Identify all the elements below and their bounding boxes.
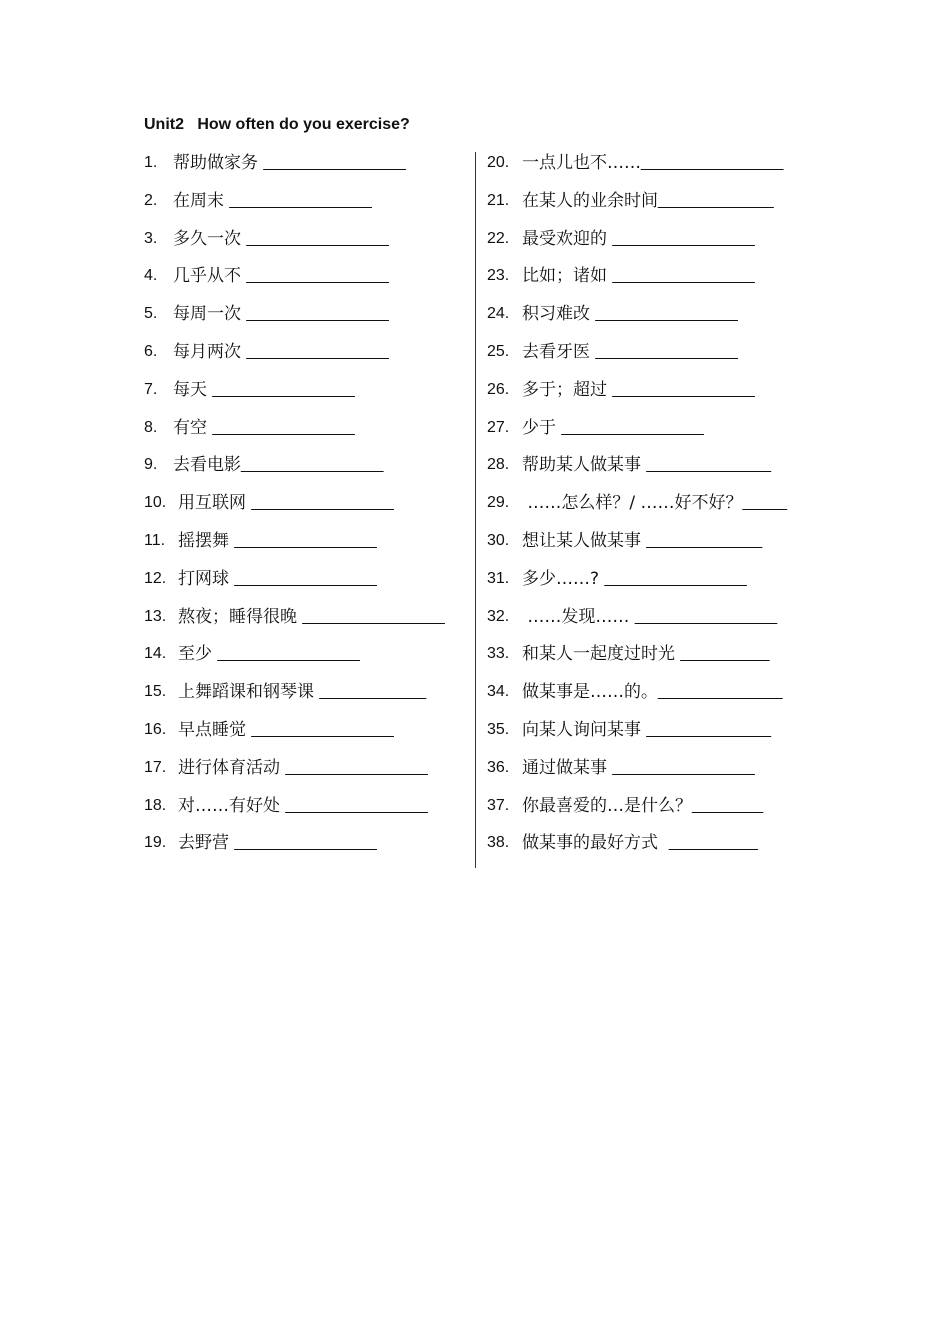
list-item	[487, 451, 807, 489]
item-number: 1.	[144, 154, 158, 171]
list-item	[144, 262, 470, 300]
item-prompt: 多于；超过	[522, 379, 613, 400]
item-prompt: 用互联网	[178, 493, 252, 514]
item-prompt: 每月两次	[173, 341, 247, 362]
list-item	[487, 338, 807, 376]
item-prompt: 在周末	[173, 190, 230, 211]
answer-blank[interactable]: ________________	[234, 531, 377, 549]
answer-blank[interactable]: ________________	[246, 305, 389, 323]
item-number: 18.	[144, 796, 167, 814]
item-number: 5.	[144, 305, 158, 323]
list-item	[487, 716, 807, 754]
item-number: 31.	[487, 569, 510, 587]
item-prompt: 有空	[173, 417, 213, 438]
item-number: 6.	[144, 342, 158, 360]
answer-blank[interactable]: __________	[680, 645, 770, 663]
item-number: 11.	[144, 531, 166, 549]
item-number: 36.	[487, 758, 510, 776]
item-prompt: ……发现……	[522, 606, 635, 627]
answer-blank[interactable]: ________________	[234, 834, 377, 852]
list-item	[487, 149, 807, 187]
item-prompt: 每周一次	[173, 304, 247, 325]
list-item	[487, 414, 807, 452]
item-number: 38.	[487, 834, 510, 852]
item-prompt: 做某事是……的。	[522, 682, 658, 703]
column-divider	[475, 152, 476, 868]
answer-blank[interactable]: ______________	[658, 683, 783, 701]
answer-blank[interactable]: ________________	[246, 229, 389, 247]
item-number: 17.	[144, 758, 167, 776]
answer-blank[interactable]: ________________	[285, 796, 428, 814]
answer-blank[interactable]: ________________	[595, 342, 738, 360]
item-prompt: 一点儿也不……	[522, 153, 641, 173]
list-item	[144, 489, 470, 527]
item-number: 16.	[144, 720, 167, 738]
list-item	[144, 187, 470, 225]
item-number: 20.	[487, 154, 510, 171]
item-number: 35.	[487, 720, 510, 738]
item-prompt: 少于	[522, 417, 562, 438]
item-prompt: 几乎从不	[173, 266, 247, 287]
list-item	[487, 300, 807, 338]
right-column	[487, 149, 807, 867]
answer-blank[interactable]: ________________	[251, 720, 394, 738]
answer-blank[interactable]: ________________	[234, 569, 377, 587]
list-item	[487, 640, 807, 678]
list-item	[487, 792, 807, 830]
list-item	[144, 754, 470, 792]
list-item	[144, 527, 470, 565]
item-prompt: 进行体育活动	[178, 757, 286, 778]
answer-blank[interactable]: ________________	[612, 229, 755, 247]
list-item	[144, 149, 470, 187]
list-item	[144, 565, 470, 603]
list-item	[144, 300, 470, 338]
item-number: 12.	[144, 569, 167, 587]
item-number: 22.	[487, 229, 510, 247]
list-item	[487, 565, 807, 603]
item-prompt: 打网球	[178, 568, 235, 589]
item-prompt: 早点睡觉	[178, 719, 252, 740]
item-number: 37.	[487, 796, 510, 814]
list-item	[144, 792, 470, 830]
list-item	[487, 262, 807, 300]
list-item	[487, 829, 807, 867]
item-number: 2.	[144, 191, 158, 209]
answer-blank[interactable]: ________________	[641, 154, 784, 171]
item-number: 9.	[144, 456, 158, 474]
item-number: 32.	[487, 607, 510, 625]
item-prompt: 和某人一起度过时光	[522, 644, 681, 665]
list-item	[144, 414, 470, 452]
item-number: 10.	[144, 494, 167, 512]
item-prompt: 摇摆舞	[178, 530, 235, 551]
answer-blank[interactable]: ________________	[246, 342, 389, 360]
item-prompt: 熬夜；睡得很晚	[178, 606, 303, 627]
item-number: 29.	[487, 494, 510, 512]
item-prompt: 通过做某事	[522, 757, 613, 778]
answer-blank[interactable]: ________________	[612, 758, 755, 776]
item-number: 8.	[144, 418, 158, 436]
item-number: 3.	[144, 229, 158, 247]
answer-blank[interactable]: ________________	[595, 305, 738, 323]
item-prompt: 比如；诸如	[522, 266, 613, 287]
item-number: 23.	[487, 267, 510, 285]
answer-blank[interactable]: ____________	[319, 683, 427, 701]
item-number: 27.	[487, 418, 510, 436]
answer-blank[interactable]: ________________	[604, 569, 747, 587]
item-number: 33.	[487, 645, 510, 663]
answer-blank[interactable]: ________________	[246, 267, 389, 285]
item-prompt: 做某事的最好方式	[522, 833, 669, 854]
answer-blank[interactable]: ________________	[217, 645, 360, 663]
list-item	[144, 603, 470, 641]
list-item	[487, 754, 807, 792]
answer-blank[interactable]: _____________	[646, 531, 763, 549]
item-number: 24.	[487, 305, 510, 323]
item-prompt: 每天	[173, 379, 213, 400]
answer-blank[interactable]: ________________	[634, 607, 778, 625]
item-prompt: 去看牙医	[522, 341, 596, 362]
item-number: 7.	[144, 380, 158, 398]
list-item	[487, 225, 807, 263]
list-item	[144, 640, 470, 678]
item-prompt: 多久一次	[173, 228, 247, 249]
answer-blank[interactable]: ________________	[561, 418, 704, 436]
list-item	[144, 338, 470, 376]
item-prompt: 你最喜爱的…是什么？	[522, 795, 692, 816]
item-prompt: 去野营	[178, 833, 235, 854]
item-prompt: 去看电影	[173, 455, 241, 476]
item-number: 25.	[487, 342, 510, 360]
answer-blank[interactable]: ________________	[302, 607, 445, 625]
list-item	[144, 829, 470, 867]
answer-blank[interactable]: ________________	[285, 758, 428, 776]
answer-blank[interactable]: __________	[668, 834, 758, 852]
item-number: 13.	[144, 607, 167, 625]
item-number: 14.	[144, 645, 167, 663]
item-prompt: 想让某人做某事	[522, 530, 647, 551]
answer-blank[interactable]: ______________	[646, 720, 771, 738]
answer-blank[interactable]: ________________	[212, 418, 355, 436]
item-number: 21.	[487, 191, 510, 209]
item-prompt: 在某人的业余时间	[522, 190, 658, 211]
item-prompt: 积习难改	[522, 304, 596, 325]
list-item	[144, 678, 470, 716]
item-number: 30.	[487, 531, 510, 549]
item-number: 15.	[144, 683, 167, 701]
answer-blank[interactable]: ________________	[251, 494, 394, 512]
item-prompt: ……怎么样？/ ……好不好？	[522, 493, 743, 514]
page-title: Unit2 How often do you exercise?	[144, 116, 410, 133]
item-number: 19.	[144, 834, 167, 852]
item-prompt: 上舞蹈课和钢琴课	[178, 682, 320, 703]
answer-blank[interactable]: _____	[742, 494, 788, 512]
answer-blank[interactable]: ________________	[212, 380, 355, 398]
list-item	[487, 678, 807, 716]
answer-blank[interactable]: ________________	[241, 456, 384, 474]
answer-blank[interactable]: ______________	[646, 456, 771, 474]
answer-blank[interactable]: ________________	[612, 380, 755, 398]
item-prompt: 对……有好处	[178, 795, 286, 816]
item-prompt: 多少……?	[522, 568, 605, 589]
item-prompt: 向某人询问某事	[522, 719, 647, 740]
item-prompt: 帮助做家务	[173, 153, 264, 173]
answer-blank[interactable]: _____________	[658, 191, 774, 209]
list-item	[487, 489, 807, 527]
answer-blank[interactable]: ________________	[612, 267, 755, 285]
left-column	[144, 149, 470, 867]
answer-blank[interactable]: ________	[692, 796, 764, 814]
list-item	[144, 376, 470, 414]
list-item	[144, 451, 470, 489]
item-prompt: 至少	[178, 644, 218, 665]
answer-blank[interactable]: ________________	[263, 154, 406, 171]
item-prompt: 最受欢迎的	[522, 228, 613, 249]
answer-blank[interactable]: ________________	[229, 191, 372, 209]
list-item	[487, 187, 807, 225]
item-number: 28.	[487, 456, 510, 474]
list-item	[487, 603, 807, 641]
item-number: 4.	[144, 267, 158, 285]
item-number: 26.	[487, 380, 510, 398]
list-item	[487, 376, 807, 414]
list-item	[144, 716, 470, 754]
list-item	[144, 225, 470, 263]
item-prompt: 帮助某人做某事	[522, 455, 647, 476]
item-number: 34.	[487, 683, 510, 701]
list-item	[487, 527, 807, 565]
